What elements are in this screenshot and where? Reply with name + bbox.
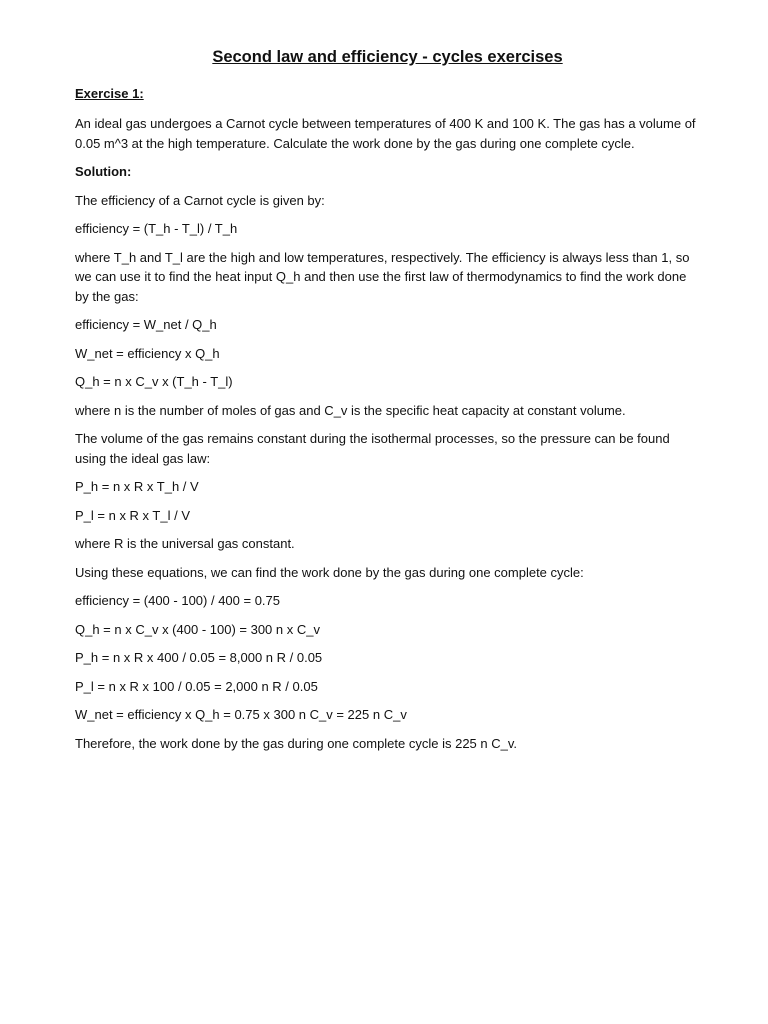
solution-line-5: W_net = efficiency x Q_h: [75, 345, 220, 361]
solution-line-14: Q_h = n x C_v x (400 - 100) = 300 n x C_v: [75, 621, 320, 637]
solution-line-7: where n is the number of moles of gas and C_v is the specific heat capacity at constant volume.: [75, 402, 626, 418]
document-page: [75, 46, 700, 762]
solution-line-16: P_l = n x R x 100 / 0.05 = 2,000 n R / 0.05: [75, 678, 318, 694]
solution-line-10: P_l = n x R x T_l / V: [75, 507, 191, 523]
solution-line-1: The efficiency of a Carnot cycle is given by:: [75, 192, 325, 208]
solution-line-17: W_net = efficiency x Q_h = 0.75 x 300 n C_v = 225 n C_v: [75, 707, 407, 722]
solution-line-2: efficiency = (T_h - T_l) / T_h: [75, 221, 238, 236]
solution-line-13: efficiency = (400 - 100) / 400 = 0.75: [75, 593, 281, 608]
document-title: Second law and efficiency - cycles exercises: [212, 48, 563, 66]
solution-heading: Solution:: [75, 164, 132, 179]
solution-line-8: The volume of the gas remains constant during the isothermal processes, so the pressure can be found using the ideal gas law:: [75, 431, 670, 466]
problem-statement: An ideal gas undergoes a Carnot cycle between temperatures of 400 K and 100 K. The gas has a volume of 0.05 m^3 at the high temperature. Calculate the work done by the gas during one complete cycle.: [75, 116, 696, 151]
solution-line-11: where R is the universal gas constant.: [75, 536, 295, 551]
solution-line-6: Q_h = n x C_v x (T_h - T_l): [75, 374, 233, 389]
solution-line-9: P_h = n x R x T_h / V: [75, 479, 199, 494]
exercise-heading: Exercise 1:: [75, 86, 144, 101]
solution-line-3: where T_h and T_l are the high and low temperatures, respectively. The efficiency is always less than 1, so we can use it to find the heat input Q_h and then use the first law of thermodynamics to find the work done by the gas:: [75, 249, 690, 304]
solution-line-12: Using these equations, we can find the work done by the gas during one complete cycle:: [75, 564, 584, 580]
solution-line-18: Therefore, the work done by the gas during one complete cycle is 225 n C_v.: [75, 735, 518, 751]
solution-line-4: efficiency = W_net / Q_h: [75, 317, 217, 332]
solution-line-15: P_h = n x R x 400 / 0.05 = 8,000 n R / 0.05: [75, 650, 323, 665]
